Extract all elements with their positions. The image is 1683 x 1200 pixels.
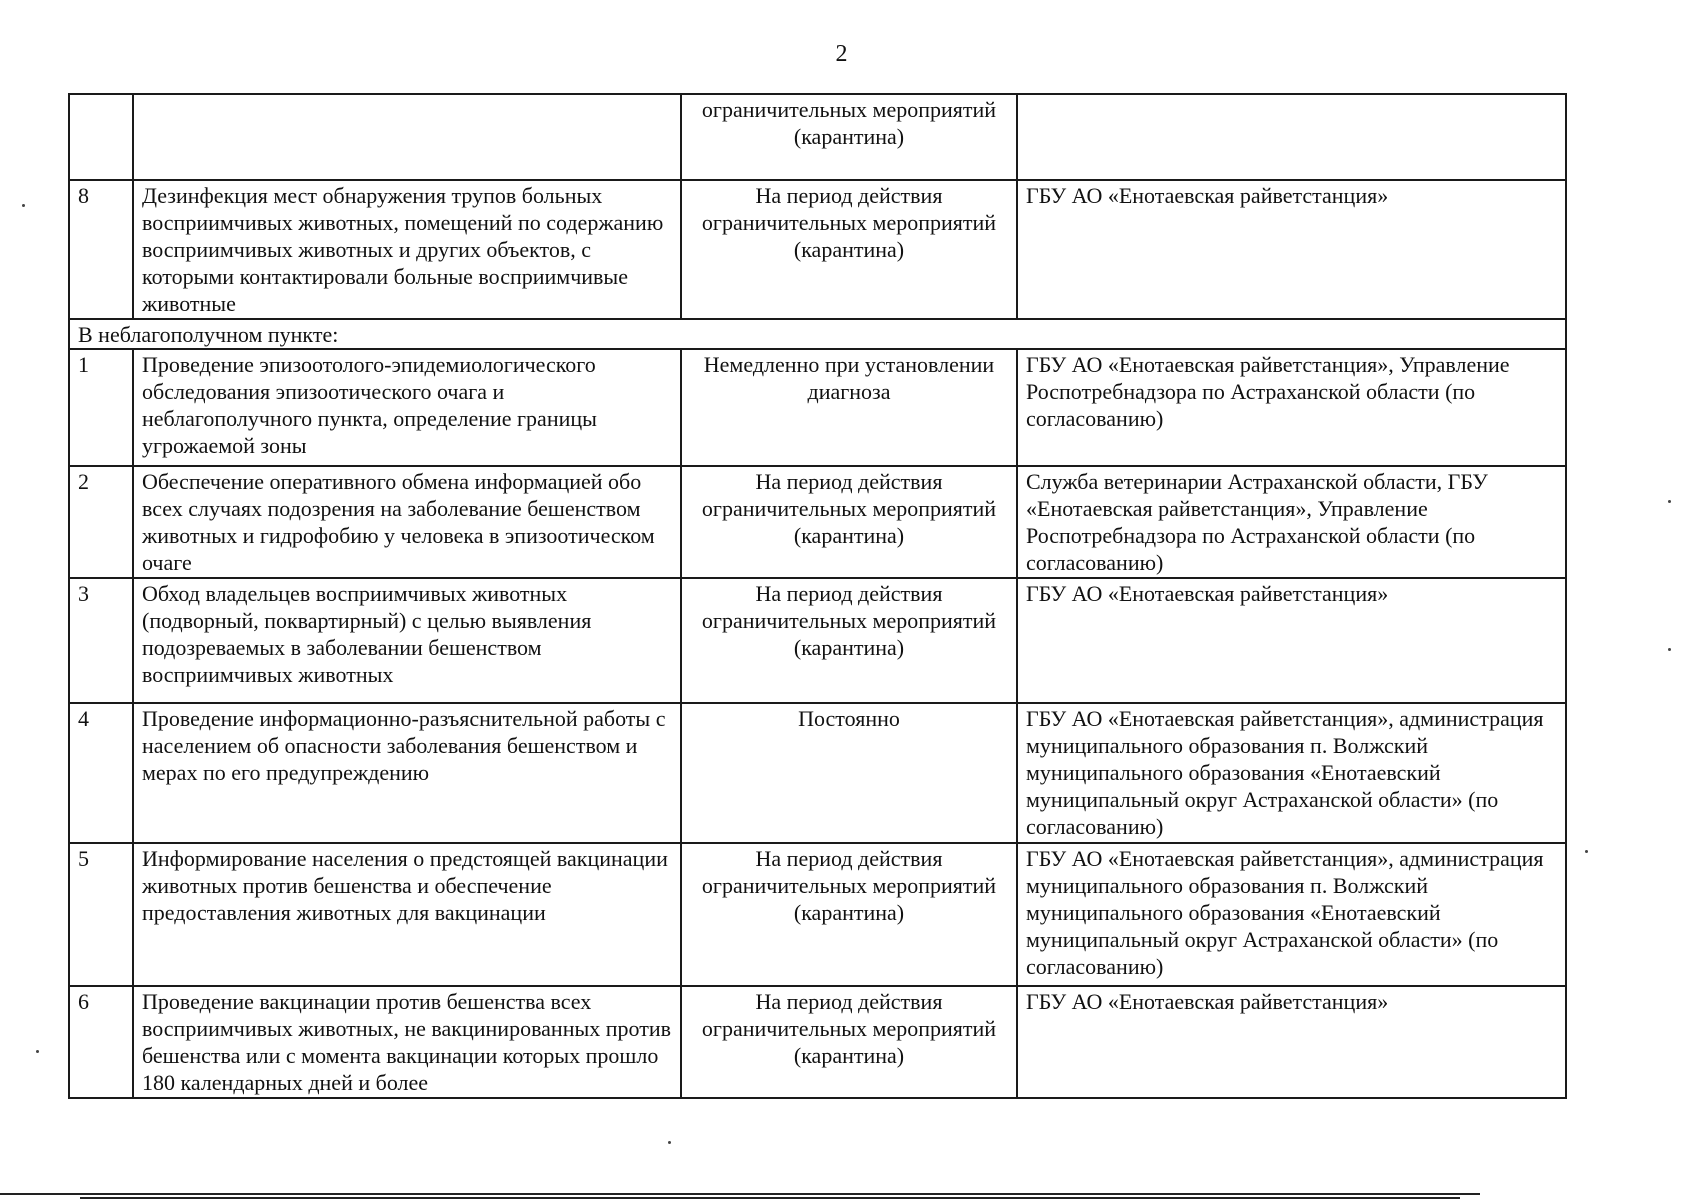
measure-cell — [133, 94, 681, 180]
table-row — [69, 349, 1566, 466]
row-number: 6 — [69, 986, 133, 1098]
scan-speck — [668, 1141, 671, 1144]
responsible-cell: ГБУ АО «Енотаевская райветстанция» — [1017, 180, 1566, 319]
responsible-cell: ГБУ АО «Енотаевская райветстанция», Управление Роспотребнадзора по Астраханской области (по согласованию) — [1017, 349, 1566, 466]
measures-table — [68, 93, 1567, 1099]
measure-cell: Информирование населения о предстоящей вакцинации животных против бешенства и обеспечение предоставления животных для вакцинации — [133, 843, 681, 986]
table-row — [69, 578, 1566, 703]
responsible-cell: ГБУ АО «Енотаевская райветстанция» — [1017, 986, 1566, 1098]
measure-cell: Обход владельцев восприимчивых животных (подворный, поквартирный) с целью выявления подозреваемых в заболевании бешенством восприимчивых животных — [133, 578, 681, 703]
row-number: 5 — [69, 843, 133, 986]
responsible-cell: ГБУ АО «Енотаевская райветстанция», администрация муниципального образования п. Волжский муниципального образования «Енотаевский муниципальный округ Астраханской области» (по согласованию) — [1017, 843, 1566, 986]
table-row — [69, 466, 1566, 578]
page-number: 2 — [835, 41, 848, 67]
table-row — [69, 703, 1566, 843]
responsible-cell: ГБУ АО «Енотаевская райветстанция» — [1017, 578, 1566, 703]
period-cell: На период действия ограничительных мероприятий (карантина) — [681, 986, 1017, 1098]
period-cell: Немедленно при установлении диагноза — [681, 349, 1017, 466]
scan-speck — [36, 1050, 39, 1053]
period-cell: ограничительных мероприятий (карантина) — [681, 94, 1017, 180]
measure-cell: Дезинфекция мест обнаружения трупов больных восприимчивых животных, помещений по содержанию восприимчивых животных и других объектов, с которыми контактировали больные восприимчивые животные — [133, 180, 681, 319]
table-row — [69, 986, 1566, 1098]
measure-cell: Проведение информационно-разъяснительной работы с населением об опасности заболевания бешенством и мерах по его предупреждению — [133, 703, 681, 843]
measure-cell: Проведение эпизоотолого-эпидемиологического обследования эпизоотического очага и неблагополучного пункта, определение границы угрожаемой зоны — [133, 349, 681, 466]
responsible-cell: Служба ветеринарии Астраханской области, ГБУ «Енотаевская райветстанция», Управление Роспотребнадзора по Астраханской области (по согласованию) — [1017, 466, 1566, 578]
row-number: 8 — [69, 180, 133, 319]
scan-speck — [22, 204, 25, 207]
section-heading: В неблагополучном пункте: — [69, 319, 1566, 349]
table-row — [69, 843, 1566, 986]
measure-cell: Проведение вакцинации против бешенства всех восприимчивых животных, не вакцинированных против бешенства или с момента вакцинации которых прошло 180 календарных дней и более — [133, 986, 681, 1098]
row-number: 3 — [69, 578, 133, 703]
scan-speck — [1668, 500, 1671, 503]
bottom-rule — [0, 1193, 1480, 1195]
row-number — [69, 94, 133, 180]
scan-speck — [1668, 648, 1671, 651]
scan-speck — [1585, 850, 1588, 853]
row-number: 1 — [69, 349, 133, 466]
row-number: 4 — [69, 703, 133, 843]
table-row — [69, 94, 1566, 180]
period-cell: Постоянно — [681, 703, 1017, 843]
section-row — [69, 319, 1566, 349]
period-cell: На период действия ограничительных мероприятий (карантина) — [681, 843, 1017, 986]
period-cell: На период действия ограничительных мероприятий (карантина) — [681, 578, 1017, 703]
row-number: 2 — [69, 466, 133, 578]
period-cell: На период действия ограничительных мероприятий (карантина) — [681, 180, 1017, 319]
responsible-cell — [1017, 94, 1566, 180]
responsible-cell: ГБУ АО «Енотаевская райветстанция», администрация муниципального образования п. Волжский муниципального образования «Енотаевский муниципальный округ Астраханской области» (по согласованию) — [1017, 703, 1566, 843]
measure-cell: Обеспечение оперативного обмена информацией обо всех случаях подозрения на заболевание бешенством животных и гидрофобию у человека в эпизоотическом очаге — [133, 466, 681, 578]
table-row — [69, 180, 1566, 319]
period-cell: На период действия ограничительных мероприятий (карантина) — [681, 466, 1017, 578]
bottom-rule — [80, 1197, 1460, 1199]
